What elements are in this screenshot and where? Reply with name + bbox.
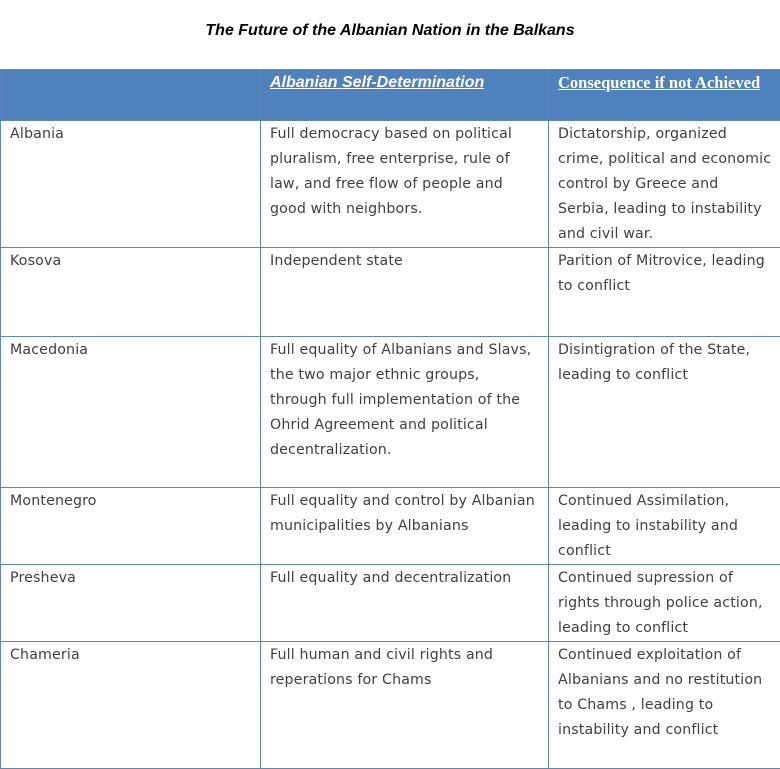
table-row <box>1 488 780 565</box>
document-title: The Future of the Albanian Nation in the Balkans <box>0 22 780 40</box>
albanian-nation-table <box>0 69 780 769</box>
region-cell: Chameria <box>1 642 261 769</box>
header-consequence <box>549 70 780 121</box>
table-row <box>1 248 780 337</box>
table-row <box>1 337 780 488</box>
header-consequence-label: Consequence if not Achieved <box>558 73 760 92</box>
consequence-cell: Continued Assimilation, leading to instability and conflict <box>549 488 780 565</box>
table-row <box>1 565 780 642</box>
region-cell: Albania <box>1 121 261 248</box>
region-cell: Macedonia <box>1 337 261 488</box>
consequence-cell: Parition of Mitrovice, leading to conflict <box>549 248 780 337</box>
region-cell: Montenegro <box>1 488 261 565</box>
header-region <box>1 70 261 121</box>
consequence-cell: Continued supression of rights through police action, leading to conflict <box>549 565 780 642</box>
table-header-row <box>1 70 780 121</box>
self-determination-cell: Full equality of Albanians and Slavs, the two major ethnic groups, through full implementation of the Ohrid Agreement and political decentralization. <box>261 337 549 488</box>
self-determination-cell: Full human and civil rights and reperations for Chams <box>261 642 549 769</box>
consequence-cell: Continued exploitation of Albanians and no restitution to Chams , leading to instability and conflict <box>549 642 780 769</box>
header-self-determination-label: Albanian Self-Determination <box>270 74 484 91</box>
consequence-cell: Dictatorship, organized crime, political and economic control by Greece and Serbia, leading to instability and civil war. <box>549 121 780 248</box>
self-determination-cell: Full equality and decentralization <box>261 565 549 642</box>
consequence-cell: Disintigration of the State, leading to conflict <box>549 337 780 488</box>
header-self-determination <box>261 70 549 121</box>
table-row <box>1 642 780 769</box>
region-cell: Presheva <box>1 565 261 642</box>
region-cell: Kosova <box>1 248 261 337</box>
self-determination-cell: Independent state <box>261 248 549 337</box>
self-determination-cell: Full equality and control by Albanian municipalities by Albanians <box>261 488 549 565</box>
self-determination-cell: Full democracy based on political pluralism, free enterprise, rule of law, and free flow of people and good with neighbors. <box>261 121 549 248</box>
table-row <box>1 121 780 248</box>
